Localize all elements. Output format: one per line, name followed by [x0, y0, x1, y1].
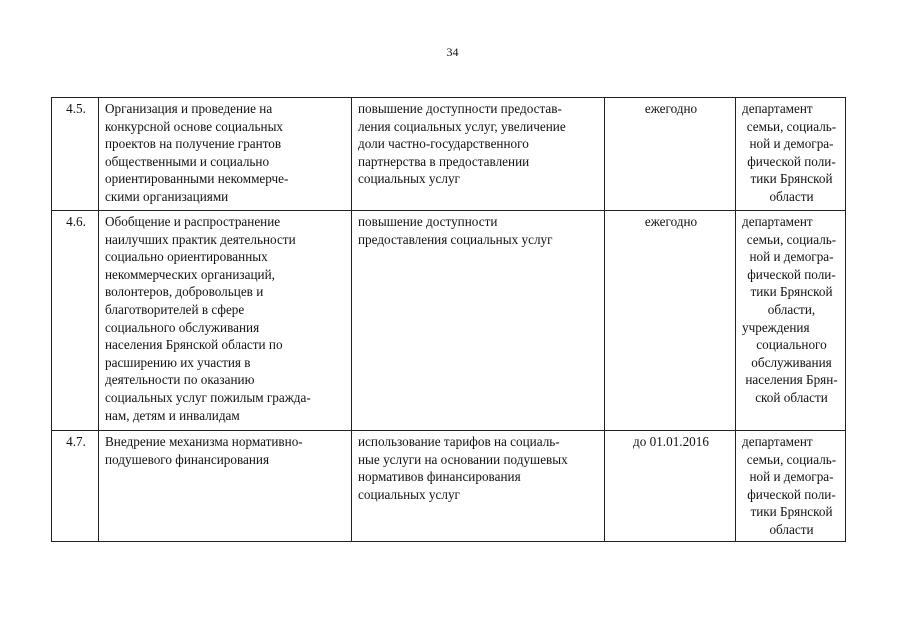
action-line: конкурсной основе социальных: [105, 118, 284, 134]
responsible-cell: [736, 211, 846, 431]
responsible-line: тики Брянской: [750, 504, 833, 520]
result-line: ные услуги на основании подушевых: [358, 451, 568, 467]
responsible-line: ной и демогра-: [749, 136, 834, 152]
result-cell: [352, 211, 605, 431]
responsible-line: тики Брянской: [750, 284, 833, 300]
result-line: предоставления социальных услуг: [358, 231, 553, 247]
result-line: социальных услуг: [358, 486, 460, 502]
responsible-line: области: [769, 521, 814, 537]
action-line: благотворителей в сфере: [105, 301, 245, 317]
responsible-line: семьи, социаль-: [746, 231, 837, 247]
result-line: повышение доступности предостав-: [358, 101, 562, 116]
deadline-cell: ежегодно: [605, 98, 736, 211]
action-line: населения Брянской области по: [105, 337, 283, 353]
action-line: социального обслуживания: [105, 319, 260, 335]
responsible-line: фической поли-: [747, 266, 836, 282]
responsible-line: ной и демогра-: [749, 249, 834, 265]
responsible-line: обслуживания: [751, 354, 832, 370]
result-line: социальных услуг: [358, 171, 460, 187]
action-line: волонтеров, добровольцев и: [105, 284, 264, 300]
action-line: подушевого финансирования: [105, 451, 270, 467]
action-line: Обобщение и распространение: [105, 214, 281, 229]
responsible-line: департамент: [742, 434, 813, 449]
responsible-line: социального: [756, 337, 827, 353]
responsible-line: семьи, социаль-: [746, 118, 837, 134]
responsible-line: ской области: [755, 389, 828, 405]
action-cell: [99, 98, 352, 211]
table-row: [52, 98, 846, 211]
item-number: 4.7.: [52, 431, 99, 542]
action-line: некоммерческих организаций,: [105, 266, 275, 282]
action-line: скими организациями: [105, 188, 229, 204]
table-row: [52, 431, 846, 542]
action-line: Организация и проведение на: [105, 101, 273, 116]
action-cell: [99, 431, 352, 542]
responsible-line: фической поли-: [747, 486, 836, 502]
responsible-line: учреждения: [742, 319, 810, 335]
result-line: партнерства в предоставлении: [358, 153, 530, 169]
responsible-line: области: [769, 188, 814, 204]
responsible-line: семьи, социаль-: [746, 451, 837, 467]
result-line: доли частно-государственного: [358, 136, 529, 152]
action-line: наилучших практик деятельности: [105, 231, 296, 247]
action-line: деятельности по оказанию: [105, 372, 255, 388]
page-number: 34: [446, 45, 459, 59]
action-cell: [99, 211, 352, 431]
responsible-line: тики Брянской: [750, 171, 833, 187]
action-line: расширению их участия в: [105, 354, 251, 370]
responsible-line: населения Брян-: [745, 372, 838, 388]
action-line: нам, детям и инвалидам: [105, 407, 240, 423]
result-line: повышение доступности: [358, 214, 498, 229]
result-line: ления социальных услуг, увеличение: [358, 118, 566, 134]
responsible-line: области,: [767, 301, 816, 317]
action-line: общественными и социально: [105, 153, 270, 169]
responsible-line: департамент: [742, 101, 813, 116]
action-line: Внедрение механизма нормативно-: [105, 434, 303, 449]
item-number: 4.6.: [52, 211, 99, 431]
item-number: 4.5.: [52, 98, 99, 211]
result-cell: [352, 431, 605, 542]
action-line: проектов на получение грантов: [105, 136, 282, 152]
result-line: использование тарифов на социаль-: [358, 434, 560, 449]
deadline-cell: ежегодно: [605, 211, 736, 431]
action-line: социально ориентированных: [105, 249, 268, 265]
responsible-cell: [736, 431, 846, 542]
result-cell: [352, 98, 605, 211]
table-row: [52, 211, 846, 431]
result-line: нормативов финансирования: [358, 469, 521, 485]
responsible-line: фической поли-: [747, 153, 836, 169]
responsible-line: департамент: [742, 214, 813, 229]
action-plan-table: [51, 97, 846, 542]
action-line: ориентированными некоммерче-: [105, 171, 289, 187]
action-line: социальных услуг пожилым гражда-: [105, 389, 311, 405]
responsible-cell: [736, 98, 846, 211]
deadline-cell: до 01.01.2016: [605, 431, 736, 542]
responsible-line: ной и демогра-: [749, 469, 834, 485]
